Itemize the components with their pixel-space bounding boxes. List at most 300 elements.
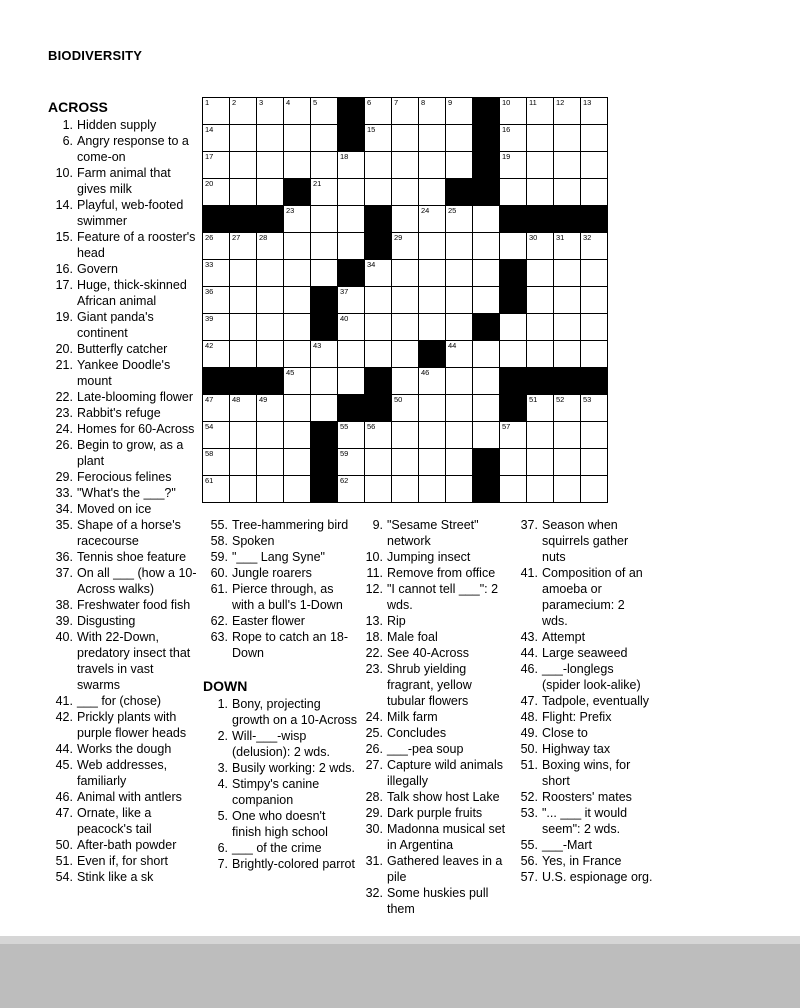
clue-text: Gathered leaves in a pile bbox=[387, 854, 503, 884]
down-clue bbox=[513, 725, 653, 741]
grid-cell[interactable] bbox=[527, 179, 554, 206]
clue-text: Tree-hammering bird bbox=[232, 518, 349, 532]
grid-block bbox=[473, 476, 500, 503]
grid-cell[interactable] bbox=[554, 395, 581, 422]
grid-cell[interactable] bbox=[284, 422, 311, 449]
clue-text: "Sesame Street" network bbox=[387, 518, 479, 548]
across-clue bbox=[48, 853, 198, 869]
down-clue bbox=[513, 869, 653, 885]
grid-block bbox=[500, 368, 527, 395]
grid-cell[interactable] bbox=[284, 152, 311, 179]
clue-text: Some huskies pull them bbox=[387, 886, 489, 916]
cell-number: 15 bbox=[367, 125, 376, 134]
grid-cell[interactable] bbox=[284, 449, 311, 476]
down-clue bbox=[513, 645, 653, 661]
clue-number: 44. bbox=[55, 742, 73, 756]
grid-cell[interactable] bbox=[419, 314, 446, 341]
clue-text: Highway tax bbox=[542, 742, 611, 756]
grid-cell[interactable] bbox=[284, 287, 311, 314]
grid-cell[interactable] bbox=[473, 260, 500, 287]
grid-cell[interactable] bbox=[203, 449, 230, 476]
grid-cell[interactable] bbox=[554, 422, 581, 449]
grid-cell[interactable] bbox=[473, 368, 500, 395]
grid-cell[interactable] bbox=[419, 152, 446, 179]
grid-cell[interactable] bbox=[338, 314, 365, 341]
grid-cell[interactable] bbox=[203, 152, 230, 179]
grid-cell[interactable] bbox=[203, 260, 230, 287]
cell-number: 24 bbox=[421, 206, 430, 215]
grid-cell[interactable] bbox=[365, 476, 392, 503]
grid-cell[interactable] bbox=[392, 179, 419, 206]
grid-cell[interactable] bbox=[554, 449, 581, 476]
grid-cell[interactable] bbox=[419, 260, 446, 287]
across-list-2 bbox=[203, 517, 358, 661]
grid-cell[interactable] bbox=[419, 206, 446, 233]
grid-cell[interactable] bbox=[500, 422, 527, 449]
across-clue bbox=[203, 629, 358, 661]
grid-cell[interactable] bbox=[419, 395, 446, 422]
grid-block bbox=[311, 449, 338, 476]
grid-cell[interactable] bbox=[338, 287, 365, 314]
grid-cell[interactable] bbox=[446, 125, 473, 152]
grid-cell[interactable] bbox=[581, 395, 608, 422]
grid-cell[interactable] bbox=[446, 449, 473, 476]
clue-text: Animal with antlers bbox=[77, 790, 182, 804]
grid-cell[interactable] bbox=[527, 98, 554, 125]
grid-cell[interactable] bbox=[257, 314, 284, 341]
cell-number: 18 bbox=[340, 152, 349, 161]
grid-cell[interactable] bbox=[473, 395, 500, 422]
clue-number: 18. bbox=[365, 630, 383, 644]
grid-block bbox=[203, 368, 230, 395]
clue-text: "___ Lang Syne" bbox=[232, 550, 325, 564]
grid-cell[interactable] bbox=[500, 125, 527, 152]
cell-number: 59 bbox=[340, 449, 349, 458]
grid-cell[interactable] bbox=[257, 233, 284, 260]
cell-number: 43 bbox=[313, 341, 322, 350]
grid-cell[interactable] bbox=[230, 287, 257, 314]
clue-number: 63. bbox=[210, 630, 228, 644]
grid-cell[interactable] bbox=[554, 233, 581, 260]
grid-cell[interactable] bbox=[257, 476, 284, 503]
grid-cell[interactable] bbox=[338, 341, 365, 368]
grid-cell[interactable] bbox=[365, 152, 392, 179]
grid-cell[interactable] bbox=[581, 152, 608, 179]
grid-cell[interactable] bbox=[419, 449, 446, 476]
grid-cell[interactable] bbox=[338, 179, 365, 206]
across-column-2 bbox=[203, 517, 358, 872]
grid-cell[interactable] bbox=[257, 422, 284, 449]
grid-cell[interactable] bbox=[311, 341, 338, 368]
grid-cell[interactable] bbox=[230, 98, 257, 125]
grid-cell[interactable] bbox=[500, 314, 527, 341]
grid-cell[interactable] bbox=[446, 476, 473, 503]
cell-number: 47 bbox=[205, 395, 214, 404]
grid-cell[interactable] bbox=[311, 98, 338, 125]
grid-cell[interactable] bbox=[527, 314, 554, 341]
grid-cell[interactable] bbox=[500, 233, 527, 260]
grid-cell[interactable] bbox=[311, 206, 338, 233]
cell-number: 62 bbox=[340, 476, 349, 485]
grid-cell[interactable] bbox=[203, 476, 230, 503]
grid-cell[interactable] bbox=[527, 341, 554, 368]
grid-cell[interactable] bbox=[338, 152, 365, 179]
clue-number: 23. bbox=[55, 406, 73, 420]
grid-cell[interactable] bbox=[338, 476, 365, 503]
grid-cell[interactable] bbox=[365, 287, 392, 314]
grid-block bbox=[257, 368, 284, 395]
cell-number: 12 bbox=[556, 98, 565, 107]
clue-text: Spoken bbox=[232, 534, 275, 548]
puzzle-title: BIODIVERSITY bbox=[48, 48, 143, 63]
grid-cell[interactable] bbox=[527, 233, 554, 260]
grid-cell[interactable] bbox=[311, 260, 338, 287]
down-clue bbox=[358, 661, 513, 709]
grid-cell[interactable] bbox=[392, 422, 419, 449]
grid-cell[interactable] bbox=[419, 98, 446, 125]
grid-cell[interactable] bbox=[392, 233, 419, 260]
clue-number: 62. bbox=[210, 614, 228, 628]
grid-cell[interactable] bbox=[554, 98, 581, 125]
grid-cell[interactable] bbox=[203, 98, 230, 125]
grid-cell[interactable] bbox=[284, 233, 311, 260]
grid-cell[interactable] bbox=[473, 287, 500, 314]
grid-cell[interactable] bbox=[203, 233, 230, 260]
grid-cell[interactable] bbox=[500, 449, 527, 476]
grid-block bbox=[500, 206, 527, 233]
clue-text: Flight: Prefix bbox=[542, 710, 612, 724]
clue-text: Begin to grow, as a plant bbox=[77, 438, 184, 468]
grid-block bbox=[527, 368, 554, 395]
clue-number: 27. bbox=[365, 758, 383, 772]
grid-cell[interactable] bbox=[446, 395, 473, 422]
grid-cell[interactable] bbox=[311, 233, 338, 260]
grid-cell[interactable] bbox=[554, 152, 581, 179]
grid-cell[interactable] bbox=[554, 260, 581, 287]
grid-cell[interactable] bbox=[419, 287, 446, 314]
grid-cell[interactable] bbox=[581, 260, 608, 287]
grid-cell[interactable] bbox=[500, 179, 527, 206]
grid-cell[interactable] bbox=[581, 125, 608, 152]
grid-cell[interactable] bbox=[419, 368, 446, 395]
grid-cell[interactable] bbox=[338, 422, 365, 449]
across-clue bbox=[48, 421, 198, 437]
cell-number: 29 bbox=[394, 233, 403, 242]
grid-cell[interactable] bbox=[365, 260, 392, 287]
grid-cell[interactable] bbox=[203, 341, 230, 368]
grid-block bbox=[473, 152, 500, 179]
clue-text: Homes for 60-Across bbox=[77, 422, 195, 436]
cell-number: 32 bbox=[583, 233, 592, 242]
grid-cell[interactable] bbox=[500, 152, 527, 179]
grid-cell[interactable] bbox=[446, 98, 473, 125]
grid-cell[interactable] bbox=[365, 314, 392, 341]
clue-number: 29. bbox=[55, 470, 73, 484]
grid-cell[interactable] bbox=[554, 287, 581, 314]
clue-number: 29. bbox=[365, 806, 383, 820]
cell-number: 31 bbox=[556, 233, 565, 242]
clue-text: One who doesn't finish high school bbox=[232, 809, 328, 839]
grid-cell[interactable] bbox=[284, 125, 311, 152]
grid-cell[interactable] bbox=[500, 476, 527, 503]
grid-block bbox=[473, 125, 500, 152]
cell-number: 56 bbox=[367, 422, 376, 431]
across-clue bbox=[203, 581, 358, 613]
across-heading: ACROSS bbox=[48, 99, 108, 115]
grid-cell[interactable] bbox=[365, 98, 392, 125]
down-list-3 bbox=[513, 517, 653, 885]
grid-cell[interactable] bbox=[392, 152, 419, 179]
across-clue bbox=[48, 565, 198, 597]
across-clue bbox=[48, 357, 198, 389]
grid-cell[interactable] bbox=[581, 476, 608, 503]
cell-number: 50 bbox=[394, 395, 403, 404]
grid-cell[interactable] bbox=[527, 125, 554, 152]
down-clue bbox=[358, 581, 513, 613]
grid-cell[interactable] bbox=[446, 260, 473, 287]
grid-block bbox=[311, 314, 338, 341]
grid-cell[interactable] bbox=[338, 449, 365, 476]
cell-number: 54 bbox=[205, 422, 214, 431]
grid-cell[interactable] bbox=[257, 125, 284, 152]
grid-cell[interactable] bbox=[581, 287, 608, 314]
across-column-1 bbox=[48, 98, 198, 885]
clue-text: Stink like a sk bbox=[77, 870, 154, 884]
grid-cell[interactable] bbox=[473, 206, 500, 233]
grid-cell[interactable] bbox=[446, 368, 473, 395]
grid-cell[interactable] bbox=[581, 449, 608, 476]
grid-cell[interactable] bbox=[284, 476, 311, 503]
grid-cell[interactable] bbox=[446, 314, 473, 341]
grid-cell[interactable] bbox=[392, 476, 419, 503]
grid-cell[interactable] bbox=[284, 206, 311, 233]
grid-cell[interactable] bbox=[230, 314, 257, 341]
clue-number: 5. bbox=[217, 809, 228, 823]
grid-cell[interactable] bbox=[230, 449, 257, 476]
grid-cell[interactable] bbox=[230, 422, 257, 449]
grid-cell[interactable] bbox=[257, 179, 284, 206]
clue-number: 56. bbox=[520, 854, 538, 868]
grid-cell[interactable] bbox=[257, 98, 284, 125]
clue-text: "... ___ it would seem": 2 wds. bbox=[542, 806, 628, 836]
grid-cell[interactable] bbox=[338, 206, 365, 233]
clue-text: Ornate, like a peacock's tail bbox=[77, 806, 152, 836]
cell-number: 10 bbox=[502, 98, 511, 107]
grid-cell[interactable] bbox=[203, 422, 230, 449]
clue-number: 20. bbox=[55, 342, 73, 356]
across-clue bbox=[48, 437, 198, 469]
grid-cell[interactable] bbox=[365, 449, 392, 476]
grid-cell[interactable] bbox=[473, 341, 500, 368]
grid-cell[interactable] bbox=[257, 449, 284, 476]
grid-cell[interactable] bbox=[284, 341, 311, 368]
grid-cell[interactable] bbox=[500, 341, 527, 368]
grid-cell[interactable] bbox=[365, 179, 392, 206]
down-clue bbox=[203, 760, 358, 776]
grid-cell[interactable] bbox=[527, 152, 554, 179]
grid-cell[interactable] bbox=[446, 287, 473, 314]
down-clue bbox=[358, 549, 513, 565]
grid-cell[interactable] bbox=[257, 341, 284, 368]
grid-cell[interactable] bbox=[257, 260, 284, 287]
across-clue bbox=[48, 693, 198, 709]
grid-cell[interactable] bbox=[446, 422, 473, 449]
grid-block bbox=[500, 287, 527, 314]
grid-cell[interactable] bbox=[257, 395, 284, 422]
clue-text: Web addresses, familiarly bbox=[77, 758, 168, 788]
grid-cell[interactable] bbox=[581, 233, 608, 260]
grid-cell[interactable] bbox=[365, 125, 392, 152]
grid-cell[interactable] bbox=[527, 395, 554, 422]
grid-cell[interactable] bbox=[365, 422, 392, 449]
grid-cell[interactable] bbox=[392, 206, 419, 233]
grid-cell[interactable] bbox=[473, 233, 500, 260]
clue-text: Talk show host Lake bbox=[387, 790, 500, 804]
grid-cell[interactable] bbox=[311, 368, 338, 395]
grid-cell[interactable] bbox=[419, 476, 446, 503]
grid-cell[interactable] bbox=[581, 98, 608, 125]
clue-text: Rip bbox=[387, 614, 406, 628]
down-clue bbox=[358, 725, 513, 741]
grid-cell[interactable] bbox=[230, 152, 257, 179]
across-clue bbox=[48, 741, 198, 757]
grid-cell[interactable] bbox=[581, 422, 608, 449]
grid-cell[interactable] bbox=[446, 233, 473, 260]
grid-cell[interactable] bbox=[284, 98, 311, 125]
grid-cell[interactable] bbox=[311, 125, 338, 152]
grid-cell[interactable] bbox=[500, 98, 527, 125]
clue-text: Busily working: 2 wds. bbox=[232, 761, 355, 775]
grid-cell[interactable] bbox=[554, 476, 581, 503]
grid-cell[interactable] bbox=[392, 314, 419, 341]
clue-text: Giant panda's continent bbox=[77, 310, 154, 340]
grid-cell[interactable] bbox=[527, 260, 554, 287]
down-clue bbox=[358, 757, 513, 789]
grid-cell[interactable] bbox=[311, 395, 338, 422]
clue-text: Jungle roarers bbox=[232, 566, 312, 580]
grid-cell[interactable] bbox=[284, 368, 311, 395]
grid-cell[interactable] bbox=[527, 449, 554, 476]
grid-cell[interactable] bbox=[203, 179, 230, 206]
clue-text: Ferocious felines bbox=[77, 470, 172, 484]
down-clue bbox=[358, 517, 513, 549]
grid-cell[interactable] bbox=[284, 314, 311, 341]
grid-cell[interactable] bbox=[203, 395, 230, 422]
grid-cell[interactable] bbox=[338, 233, 365, 260]
clue-text: Composition of an amoeba or paramecium: 2 wds. bbox=[542, 566, 643, 628]
clue-text: Season when squirrels gather nuts bbox=[542, 518, 629, 564]
clue-number: 48. bbox=[520, 710, 538, 724]
grid-cell[interactable] bbox=[392, 395, 419, 422]
grid-cell[interactable] bbox=[230, 395, 257, 422]
grid-cell[interactable] bbox=[311, 152, 338, 179]
across-clue bbox=[203, 533, 358, 549]
grid-cell[interactable] bbox=[473, 422, 500, 449]
grid-cell[interactable] bbox=[527, 476, 554, 503]
grid-block bbox=[446, 179, 473, 206]
cell-number: 45 bbox=[286, 368, 295, 377]
grid-cell[interactable] bbox=[392, 287, 419, 314]
grid-cell[interactable] bbox=[419, 233, 446, 260]
grid-cell[interactable] bbox=[554, 179, 581, 206]
grid-cell[interactable] bbox=[284, 395, 311, 422]
grid-cell[interactable] bbox=[230, 233, 257, 260]
clue-number: 58. bbox=[210, 534, 228, 548]
grid-cell[interactable] bbox=[392, 368, 419, 395]
clue-number: 52. bbox=[520, 790, 538, 804]
grid-block bbox=[311, 422, 338, 449]
clue-number: 44. bbox=[520, 646, 538, 660]
clue-text: Playful, web-footed swimmer bbox=[77, 198, 184, 228]
cell-number: 16 bbox=[502, 125, 511, 134]
grid-cell[interactable] bbox=[446, 341, 473, 368]
grid-cell[interactable] bbox=[311, 179, 338, 206]
grid-cell[interactable] bbox=[554, 314, 581, 341]
grid-cell[interactable] bbox=[257, 287, 284, 314]
grid-cell[interactable] bbox=[230, 125, 257, 152]
grid-cell[interactable] bbox=[392, 449, 419, 476]
grid-cell[interactable] bbox=[257, 152, 284, 179]
grid-cell[interactable] bbox=[527, 287, 554, 314]
grid-cell[interactable] bbox=[365, 341, 392, 368]
clue-text: Brightly-colored parrot bbox=[232, 857, 355, 871]
crossword-grid bbox=[202, 97, 608, 503]
cell-number: 46 bbox=[421, 368, 430, 377]
grid-cell[interactable] bbox=[419, 125, 446, 152]
grid-cell[interactable] bbox=[554, 125, 581, 152]
clue-text: Milk farm bbox=[387, 710, 438, 724]
grid-cell[interactable] bbox=[203, 287, 230, 314]
grid-cell[interactable] bbox=[230, 179, 257, 206]
down-clue bbox=[203, 728, 358, 760]
down-clue bbox=[358, 853, 513, 885]
grid-cell[interactable] bbox=[446, 152, 473, 179]
grid-cell[interactable] bbox=[419, 179, 446, 206]
clue-number: 55. bbox=[520, 838, 538, 852]
grid-cell[interactable] bbox=[392, 125, 419, 152]
grid-cell[interactable] bbox=[230, 476, 257, 503]
clue-number: 12. bbox=[365, 582, 383, 596]
clue-number: 32. bbox=[365, 886, 383, 900]
grid-cell[interactable] bbox=[230, 260, 257, 287]
down-clue bbox=[513, 565, 653, 629]
across-clue bbox=[48, 485, 198, 501]
grid-cell[interactable] bbox=[284, 260, 311, 287]
grid-block bbox=[257, 206, 284, 233]
grid-cell[interactable] bbox=[527, 422, 554, 449]
grid-cell[interactable] bbox=[203, 314, 230, 341]
grid-block bbox=[338, 395, 365, 422]
grid-cell[interactable] bbox=[392, 341, 419, 368]
grid-cell[interactable] bbox=[581, 341, 608, 368]
grid-cell[interactable] bbox=[554, 341, 581, 368]
grid-cell[interactable] bbox=[581, 179, 608, 206]
grid-cell[interactable] bbox=[392, 260, 419, 287]
grid-cell[interactable] bbox=[446, 206, 473, 233]
grid-block bbox=[581, 206, 608, 233]
clue-number: 19. bbox=[55, 310, 73, 324]
clue-text: Tennis shoe feature bbox=[77, 550, 187, 564]
grid-cell[interactable] bbox=[581, 314, 608, 341]
grid-cell[interactable] bbox=[230, 341, 257, 368]
clue-text: Works the dough bbox=[77, 742, 172, 756]
grid-cell[interactable] bbox=[419, 422, 446, 449]
grid-cell[interactable] bbox=[338, 368, 365, 395]
grid-cell[interactable] bbox=[203, 125, 230, 152]
cell-number: 7 bbox=[394, 98, 399, 107]
grid-cell[interactable] bbox=[392, 98, 419, 125]
clue-text: Male foal bbox=[387, 630, 438, 644]
